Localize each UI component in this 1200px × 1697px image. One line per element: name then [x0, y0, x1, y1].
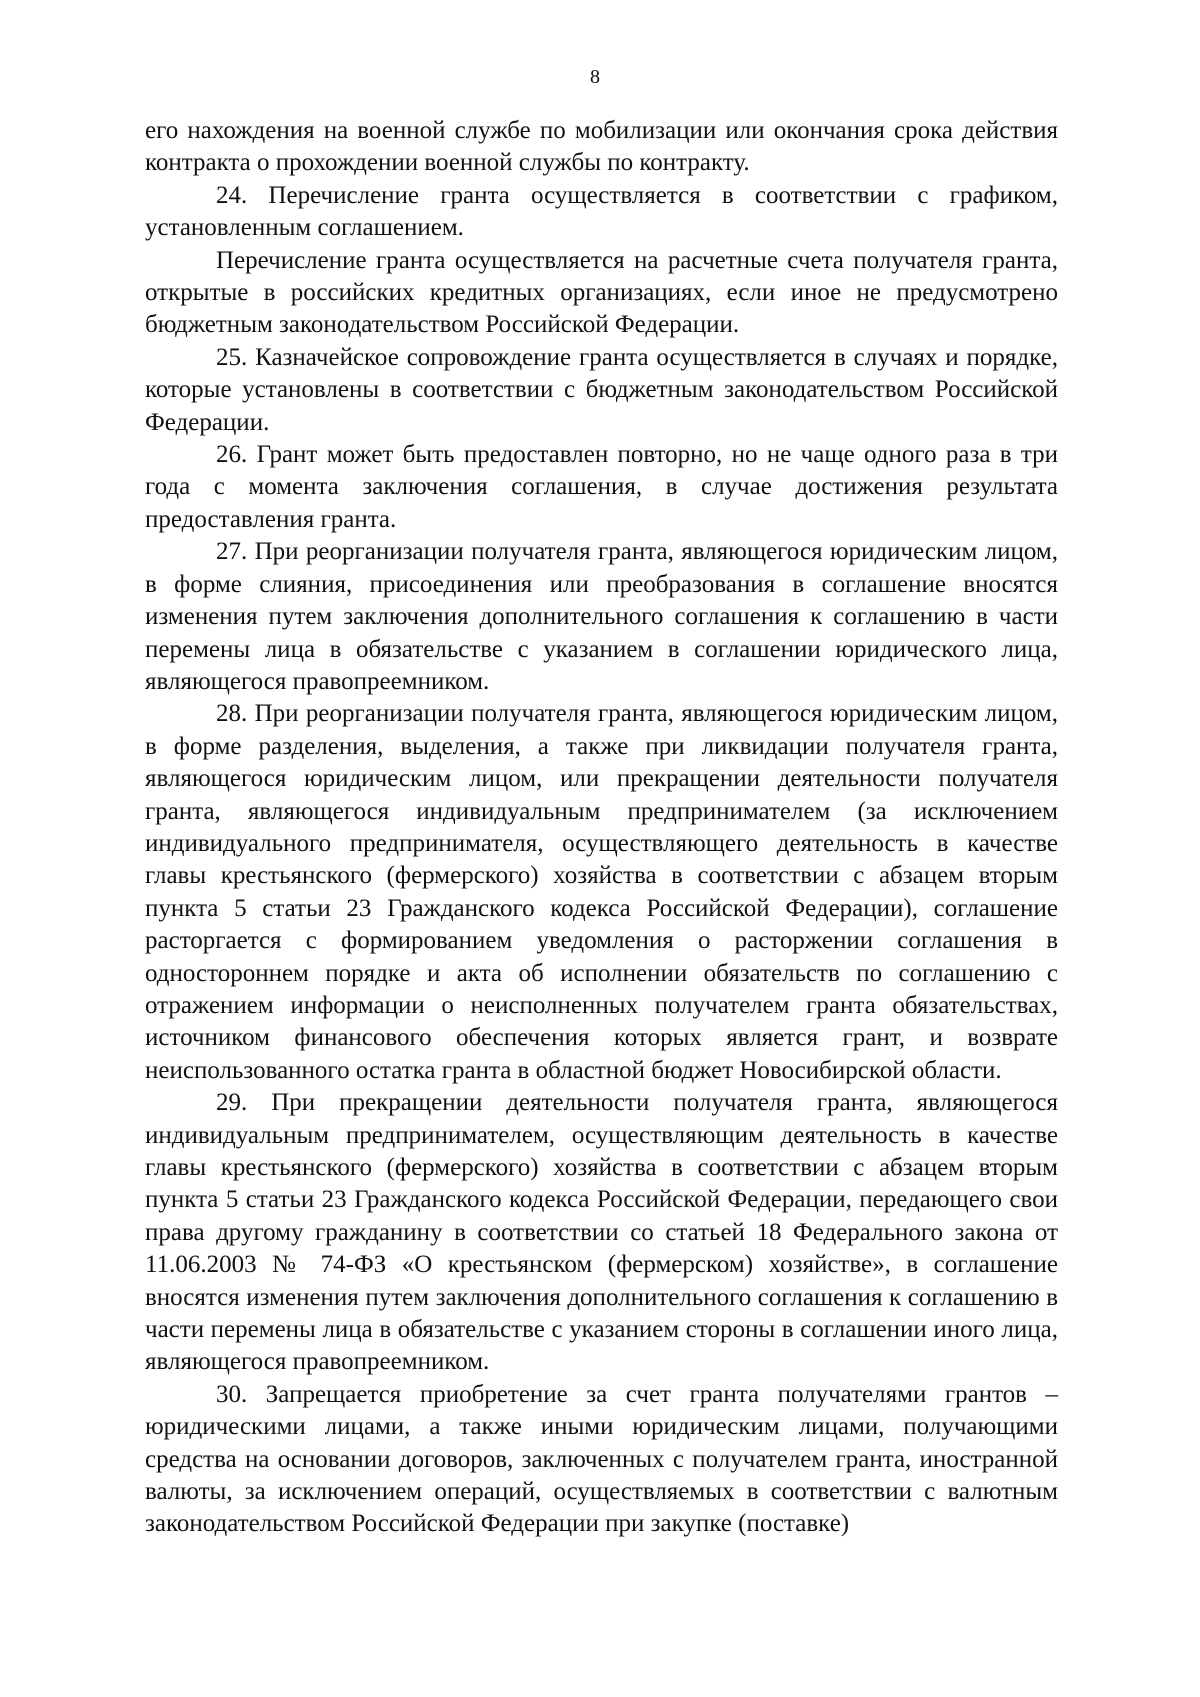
paragraph-item-29: 29. При прекращении деятельности получателя гранта, являющегося индивидуальным предпринимателем, осуществляющим деятельность в качестве главы крестьянского (фермерского) хозяйства в соответствии с абзацем вторым пункта 5 статьи 23 Гражданского кодекса Российской Федерации, передающего свои права другому гражданину в соответствии со статьей 18 Федерального закона от 11.06.2003 № 74-ФЗ «О крестьянском (фермерском) хозяйстве», в соглашение вносятся изменения путем заключения дополнительного соглашения к соглашению в части перемены лица в обязательстве с указанием стороны в соглашении иного лица, являющегося правопреемником. [145, 1089, 1058, 1376]
paragraph-item-27: 27. При реорганизации получателя гранта, являющегося юридическим лицом, в форме слияния, присоединения или преобразования в соглашение вносятся изменения путем заключения дополнительного соглашения к соглашению в части перемены лица в обязательстве с указанием в соглашении юридического лица, являющегося правопреемником. [145, 538, 1058, 695]
paragraph-item-25: 25. Казначейское сопровождение гранта осуществляется в случаях и порядке, которые установлены в соответствии с бюджетным законодательством Российской Федерации. [145, 343, 1058, 436]
paragraph-item-24-part-2: Перечисление гранта осуществляется на расчетные счета получателя гранта, открытые в российских кредитных организациях, если иное не предусмотрено бюджетным законодательством Российской Федерации. [145, 246, 1058, 339]
paragraph-item-30: 30. Запрещается приобретение за счет гранта получателями грантов – юридическими лицами, а также иными юридическим лицами, получающими средства на основании договоров, заключенных с получателем гранта, иностранной валюты, за исключением операций, осуществляемых в соответствии с валютным законодательством Российской Федерации при закупке (поставке) [145, 1380, 1058, 1538]
document-body [145, 115, 1058, 1541]
paragraph-item-28: 28. При реорганизации получателя гранта, являющегося юридическим лицом, в форме разделения, выделения, а также при ликвидации получателя гранта, являющегося юридическим лицом, или прекращении деятельности получателя гранта, являющегося индивидуальным предпринимателем (за исключением индивидуального предпринимателя, осуществляющего деятельность в качестве главы крестьянского (фермерского) хозяйства в соответствии с абзацем вторым пункта 5 статьи 23 Гражданского кодекса Российской Федерации), соглашение расторгается с формированием уведомления о расторжении соглашения в одностороннем порядке и акта об исполнении обязательств по соглашению с отражением информации о неисполненных получателем гранта обязательствах, источником финансового обеспечения которых является грант, и возврате неиспользованного остатка гранта в областной бюджет Новосибирской области. [145, 700, 1058, 1084]
paragraph-item-26: 26. Грант может быть предоставлен повторно, но не чаще одного раза в три года с момента заключения соглашения, в случае достижения результата предоставления гранта. [145, 441, 1058, 533]
page-number: 8 [590, 66, 600, 88]
paragraph-item-24: 24. Перечисление гранта осуществляется в соответствии с графиком, установленным соглашением. [145, 181, 1058, 242]
paragraph-continuation: его нахождения на военной службе по мобилизации или окончания срока действия контракта о прохождении военной службы по контракту. [145, 117, 1058, 177]
